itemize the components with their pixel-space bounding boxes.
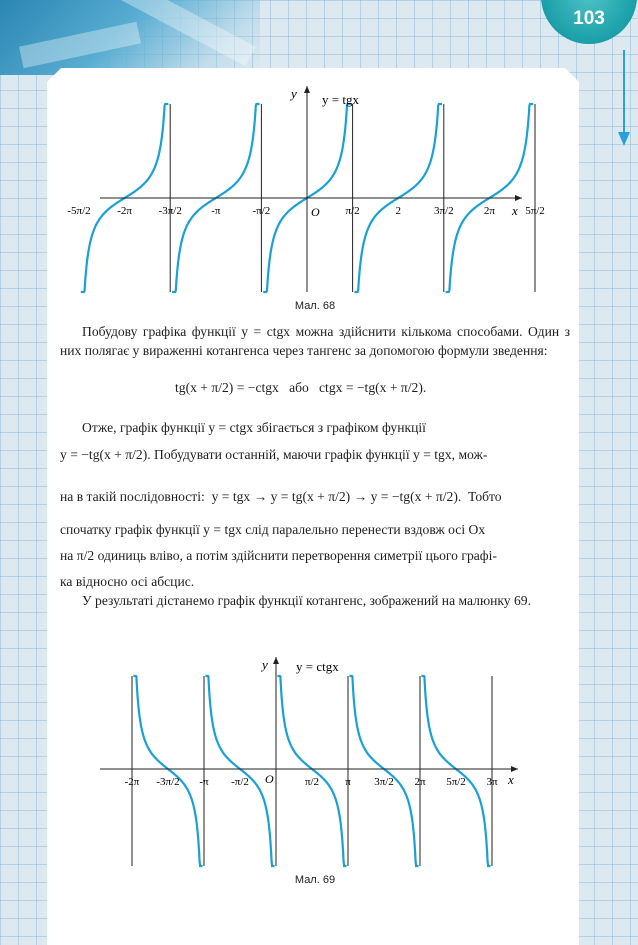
tick-label: π/2 (345, 205, 360, 217)
function-branch (421, 676, 490, 866)
origin-label: O (265, 772, 274, 786)
tick-label: 3π/2 (433, 205, 454, 217)
formula-1-left: tg(x + π/2) = −ctgx (175, 380, 279, 395)
y-axis-label: y (262, 657, 268, 672)
tick-label: 3π/2 (374, 776, 394, 788)
x-axis-label: x (512, 203, 518, 218)
origin-label: O (311, 205, 320, 219)
function-branch (133, 676, 202, 866)
paragraph-2a: Отже, графік функції y = ctgx збігається з графіком функції (82, 420, 426, 435)
tick-label: -π (199, 776, 209, 788)
tick-label: 5π/2 (446, 776, 466, 788)
tick-labels (125, 776, 498, 788)
x-axis-label: x (508, 772, 514, 787)
function-label: y = ctgx (296, 659, 339, 674)
tick-label: -3π/2 (158, 205, 182, 217)
formula-1-right: ctgx = −tg(x + π/2). (319, 380, 427, 395)
tick-label: -5π/2 (67, 205, 91, 217)
formula-1-separator: або (289, 380, 309, 395)
paragraph-1: Побудову графіка функції y = ctgx можна здійснити кількома способами. Один з них полягає у вираженні котангенса через тангенс за допомогою формули зведення: (60, 324, 570, 358)
tick-label: -π/2 (231, 776, 249, 788)
tick-label: 5π/2 (525, 205, 545, 217)
pi-half-fraction: π/2 (76, 548, 95, 563)
function-branch (277, 676, 346, 866)
paragraph-5-end: одиниць вліво, а потім здійснити перетворення симетрії цього графі- (97, 548, 497, 563)
tick-label: π (345, 776, 351, 788)
function-branch (205, 676, 274, 866)
y-axis-label: y (291, 86, 297, 101)
figure-69-caption: Мал. 69 (294, 874, 336, 886)
tick-label: 2π (414, 776, 426, 788)
paragraph-2b: y = −tg(x + π/2). Побудувати останній, маючи графік функції y = tgx, мож- (60, 447, 488, 462)
function-label: y = tgx (322, 92, 359, 107)
function-branch (349, 676, 418, 866)
transformation-chain: y = tgx → y = tg(x + π/2) → y = −tg(x + π/2). (211, 489, 462, 504)
tick-label: 3π (486, 776, 498, 788)
tick-label: -2π (117, 205, 132, 217)
paragraph-7: У результаті дістанемо графік функції котангенс, зображений на малюнку 69. (82, 593, 531, 608)
paragraph-3-start: на в такій послідовності: (60, 489, 205, 504)
tick-label: π/2 (304, 776, 320, 788)
tick-label: -π/2 (252, 205, 271, 217)
tick-label: 2π (483, 205, 495, 217)
tick-label: -π (211, 205, 221, 217)
paragraph-5-start: на (60, 548, 74, 563)
paragraph-4: спочатку графік функції y = tgx слід паралельно перенести вздовж осі Ox (60, 522, 486, 537)
asymptotes (132, 676, 492, 866)
page-number: 103 (573, 8, 605, 29)
paragraph-6: ка відносно осі абсцис. (60, 574, 195, 589)
tick-label: -2π (124, 776, 140, 788)
tick-label: -3π/2 (156, 776, 180, 788)
paragraph-3-end: Тобто (468, 489, 502, 504)
cotangent-curves (133, 676, 490, 866)
figure-68-caption: Мал. 68 (294, 300, 336, 312)
tick-label: 2 (395, 205, 401, 217)
